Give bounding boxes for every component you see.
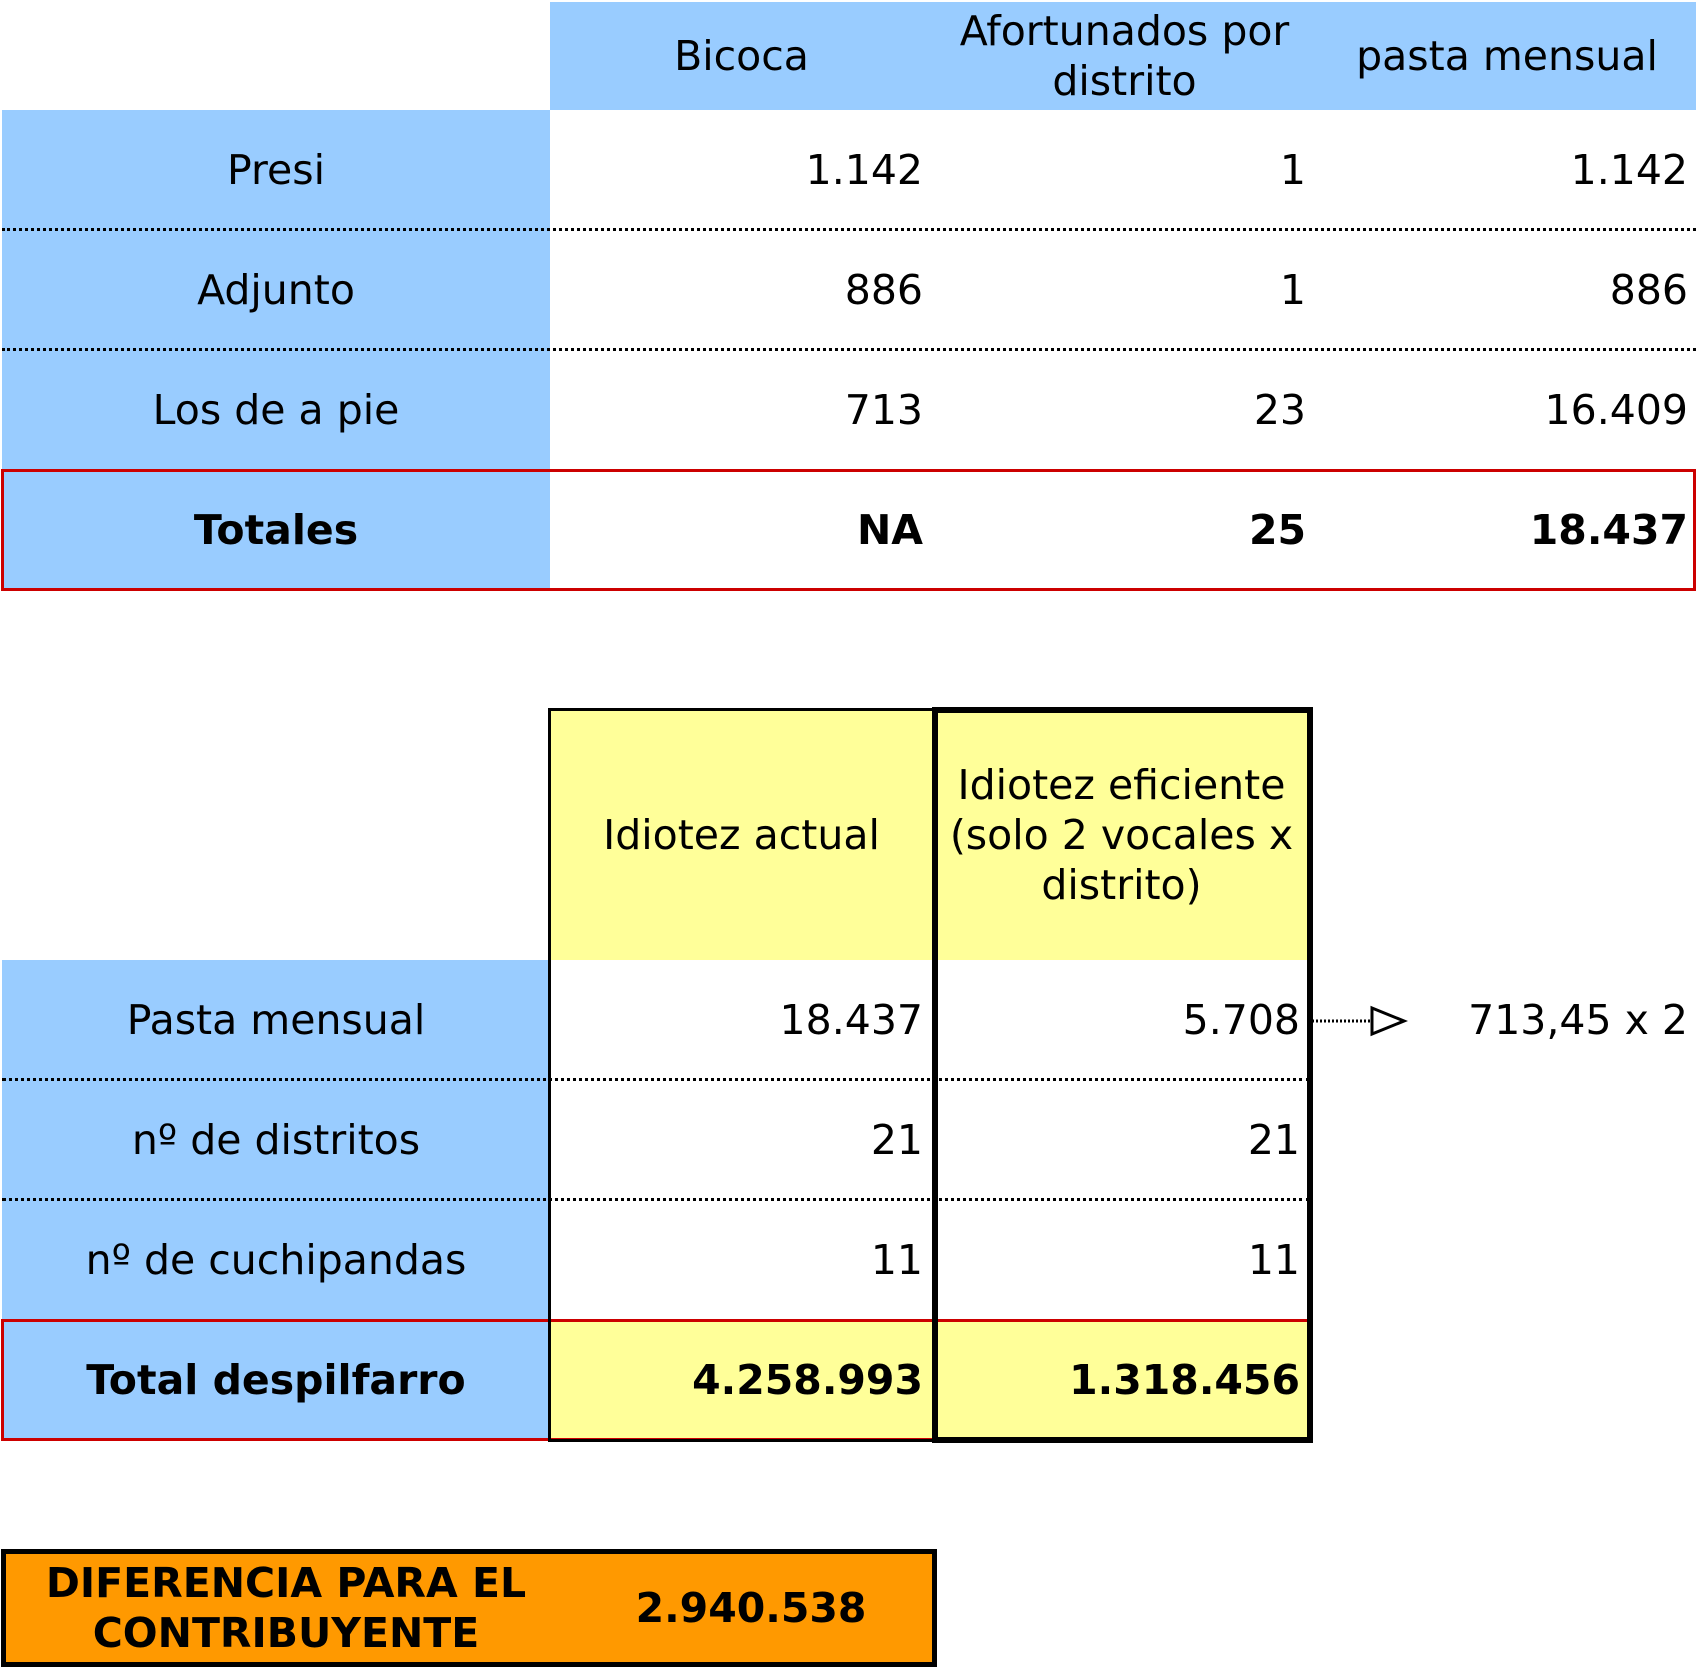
- row-label: Los de a pie: [152, 385, 400, 434]
- row-label: Pasta mensual: [126, 995, 426, 1044]
- table-cell: 18.437: [779, 995, 923, 1044]
- table-cell: 5.708: [1182, 995, 1300, 1044]
- column-header: Idiotez eficiente (solo 2 vocales x distrito): [949, 760, 1294, 909]
- column-header: Idiotez actual: [603, 810, 880, 859]
- table-cell: 1: [1279, 145, 1306, 194]
- row-label: Adjunto: [197, 265, 355, 314]
- table-cell: 713: [844, 385, 923, 434]
- difference-value: 2.940.538: [635, 1583, 867, 1632]
- table-cell: 11: [1247, 1235, 1300, 1284]
- table-cell: 21: [1247, 1115, 1300, 1164]
- table-cell: 1.142: [805, 145, 923, 194]
- total-cell: NA: [856, 505, 923, 554]
- total-cell: 4.258.993: [692, 1355, 923, 1404]
- column-frame-actual: [548, 708, 935, 1442]
- row-label-total: Totales: [193, 505, 359, 554]
- arrow-icon: [1312, 1003, 1412, 1039]
- difference-label: DIFERENCIA PARA EL CONTRIBUYENTE: [45, 1558, 527, 1657]
- table-cell: 1.142: [1570, 145, 1688, 194]
- row-label-total: Total despilfarro: [86, 1355, 466, 1404]
- table-cell: 21: [870, 1115, 923, 1164]
- column-frame-efficient: [932, 707, 1313, 1443]
- column-header: Afortunados por distrito: [959, 6, 1290, 105]
- table-cell: 11: [870, 1235, 923, 1284]
- row-label: Presi: [227, 145, 325, 194]
- row-label: nº de cuchipandas: [85, 1235, 467, 1284]
- column-header: Bicoca: [674, 31, 809, 80]
- column-header: pasta mensual: [1356, 31, 1658, 80]
- difference-box: [1, 1549, 937, 1667]
- total-cell: 25: [1248, 505, 1306, 554]
- table-cell: 23: [1253, 385, 1306, 434]
- total-cell: 1.318.456: [1069, 1355, 1300, 1404]
- table-cell: 886: [844, 265, 923, 314]
- row-label: nº de distritos: [131, 1115, 421, 1164]
- table-cell: 1: [1279, 265, 1306, 314]
- table-cell: 16.409: [1544, 385, 1688, 434]
- calculation-note: 713,45 x 2: [1468, 995, 1688, 1044]
- table-cell: 886: [1609, 265, 1688, 314]
- totals-highlight-border: [1, 469, 1696, 591]
- total-cell: 18.437: [1529, 505, 1688, 554]
